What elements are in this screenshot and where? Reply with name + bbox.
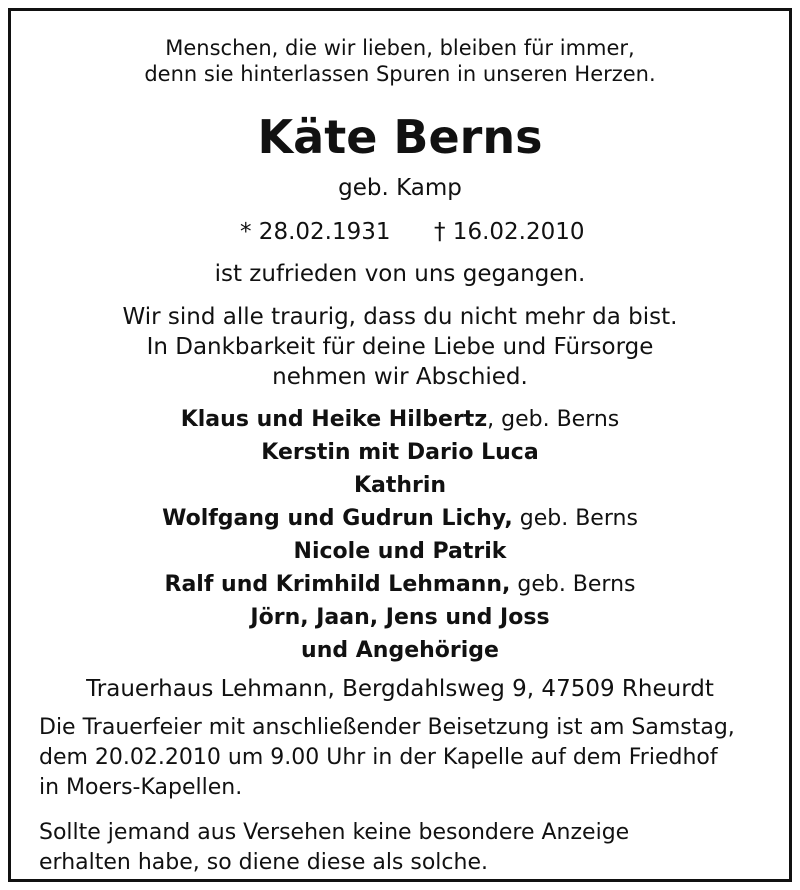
mourner-names: Klaus und Heike Hilbertz bbox=[180, 407, 488, 432]
ceremony-line-1: Die Trauerfeier mit anschließender Beisetzung ist am Samstag, bbox=[39, 715, 735, 740]
mourner-suffix: , geb. Berns bbox=[487, 407, 620, 432]
mourner-line bbox=[11, 403, 789, 436]
mourner-names: Nicole und Patrik bbox=[293, 539, 507, 564]
maiden-name: geb. Kamp bbox=[338, 175, 462, 201]
mourner-line bbox=[11, 634, 789, 667]
ceremony-line-3: in Moers-Kapellen. bbox=[39, 775, 243, 800]
life-dates bbox=[11, 217, 789, 247]
mourner-names: Wolfgang und Gudrun Lichy, bbox=[162, 506, 513, 531]
mourner-names: Kathrin bbox=[353, 473, 447, 498]
farewell-line-1: Wir sind alle traurig, dass du nicht mehr da bist. bbox=[122, 304, 678, 330]
mourner-names: Kerstin mit Dario Luca bbox=[261, 440, 539, 465]
mourner-names: Jörn, Jaan, Jens und Joss bbox=[250, 605, 550, 630]
mourner-line bbox=[11, 535, 789, 568]
birth-date: * 28.02.1931 bbox=[240, 219, 391, 245]
mourner-line bbox=[11, 469, 789, 502]
mourner-line bbox=[11, 436, 789, 469]
note-line-1: Sollte jemand aus Versehen keine besondere Anzeige bbox=[39, 820, 630, 845]
obituary-notice bbox=[8, 8, 792, 882]
deceased-name: Käte Berns bbox=[257, 110, 543, 164]
farewell-line-3: nehmen wir Abschied. bbox=[272, 364, 528, 390]
death-date: † 16.02.2010 bbox=[434, 219, 585, 245]
mourning-house-address: Trauerhaus Lehmann, Bergdahlsweg 9, 47509 Rheurdt bbox=[86, 676, 714, 702]
motto-line-2: denn sie hinterlassen Spuren in unseren Herzen. bbox=[144, 62, 656, 86]
passing-line: ist zufrieden von uns gegangen. bbox=[214, 261, 586, 287]
note-line-2: erhalten habe, so diene diese als solche. bbox=[39, 850, 488, 875]
mourner-suffix: geb. Berns bbox=[512, 506, 638, 531]
mourner-names: und Angehörige bbox=[301, 638, 499, 663]
mourner-line bbox=[11, 601, 789, 634]
mourner-line bbox=[11, 502, 789, 535]
mourner-names: Ralf und Krimhild Lehmann, bbox=[164, 572, 511, 597]
mourner-line bbox=[11, 568, 789, 601]
motto-line-1: Menschen, die wir lieben, bleiben für immer, bbox=[165, 36, 635, 60]
ceremony-line-2: dem 20.02.2010 um 9.00 Uhr in der Kapelle auf dem Friedhof bbox=[39, 745, 718, 770]
mourner-suffix: geb. Berns bbox=[510, 572, 636, 597]
farewell-line-2: In Dankbarkeit für deine Liebe und Fürsorge bbox=[146, 334, 654, 360]
